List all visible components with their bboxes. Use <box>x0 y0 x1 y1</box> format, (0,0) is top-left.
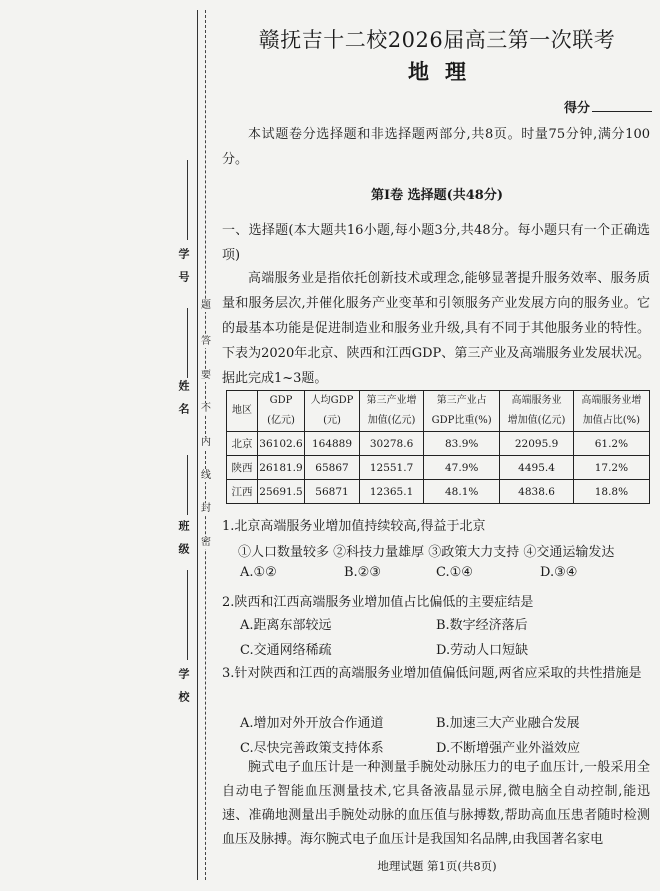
seal-char: 封 <box>201 503 211 514</box>
passage-high-end-services: 高端服务业是指依托创新技术或理念,能够显著提升服务效率、服务质量和服务层次,并催化服务产业变革和引领服务产业发展方向的服务业。它的最基本功能是促进制造业和服务业升级,具有不同于其他服务业的特性。下表为2020年北京、陕西和江西GDP、第三产业及高端服务业发展状况。据此完成1~3题。 <box>222 271 650 386</box>
question-3-option-a[interactable]: A.增加对外开放合作通道 <box>240 716 384 731</box>
binding-strip <box>0 0 222 891</box>
student-id-blank <box>187 160 188 240</box>
seal-char: 密 <box>201 537 211 548</box>
question-2-option-b[interactable]: B.数字经济落后 <box>436 618 528 633</box>
question-3-option-d[interactable]: D.不断增强产业外溢效应 <box>436 741 581 756</box>
section-instruction: 一、选择题(本大题共16小题,每小题3分,共48分。每小题只有一个正确选项) <box>222 223 650 263</box>
question-2-stem: 2.陕西和江西高端服务业增加值占比偏低的主要症结是 <box>222 595 534 610</box>
name-blank <box>187 308 188 378</box>
seal-char: 答 <box>201 336 211 347</box>
score-label: 得分 <box>563 101 590 116</box>
col-header: 高端服务业增 加值占比(%) <box>573 391 649 432</box>
exam-intro: 本试题卷分选择题和非选择题两部分,共8页。时量75分钟,满分100分。 <box>222 127 650 167</box>
binding-line <box>197 10 198 880</box>
col-header: 第三产业占 GDP比重(%) <box>424 391 500 432</box>
table-row: 江西 25691.5 56871 12365.1 48.1% 4838.6 18.8% <box>227 480 650 504</box>
question-1-option-a[interactable]: A.①② <box>240 565 277 580</box>
page-footer: 地理试题 第1页(共8页) <box>377 859 497 873</box>
seal-char: 不 <box>201 403 211 414</box>
question-3-stem: 3.针对陕西和江西的高端服务业增加值偏低问题,两省应采取的共性措施是 <box>222 666 642 681</box>
seal-char: 内 <box>201 437 211 448</box>
col-header: GDP (亿元) <box>258 391 305 432</box>
score-blank[interactable] <box>592 111 652 112</box>
subject-title: 地理 <box>408 59 482 84</box>
question-2-option-a[interactable]: A.距离东部较远 <box>240 618 332 633</box>
question-3-option-b[interactable]: B.加速三大产业融合发展 <box>436 716 580 731</box>
school-blank <box>187 570 188 660</box>
score-field <box>564 97 652 116</box>
question-2-option-c[interactable]: C.交通网络稀疏 <box>240 643 332 658</box>
table-header-row <box>227 391 650 432</box>
question-2-option-d[interactable]: D.劳动人口短缺 <box>436 643 529 658</box>
question-1-option-b[interactable]: B.②③ <box>344 565 381 580</box>
section-title: 第Ⅰ卷 选择题(共48分) <box>371 188 503 203</box>
data-table <box>226 390 650 504</box>
table-row: 北京 36102.6 164889 30278.6 83.9% 22095.9 61.2% <box>227 432 650 456</box>
table-row: 陕西 26181.9 65867 12551.7 47.9% 4495.4 17.2% <box>227 456 650 480</box>
question-1-option-c[interactable]: C.①④ <box>436 565 473 580</box>
field-class: 班级 <box>177 520 190 566</box>
field-student-id: 学号 <box>177 248 190 294</box>
field-name: 姓名 <box>177 380 190 426</box>
class-blank <box>187 455 188 515</box>
exam-title: 赣抚吉十二校2026届高三第一次联考 <box>258 28 616 52</box>
seal-char: 要 <box>201 370 211 381</box>
col-header: 人均GDP (元) <box>305 391 360 432</box>
passage-wrist-blood-pressure-monitor: 腕式电子血压计是一种测量手腕处动脉压力的电子血压计,一般采用全自动电子智能血压测量技术,它具备液晶显示屏,微电脑全自动控制,能迅速、准确地测量出手腕处动脉的血压值与脉搏数,帮助高血压患者随时检测血压及脉搏。海尔腕式电子血压计是我国知名品牌,由我国著名家电 <box>222 760 650 847</box>
col-header: 第三产业增 加值(亿元) <box>360 391 424 432</box>
question-3-option-c[interactable]: C.尽快完善政策支持体系 <box>240 741 384 756</box>
question-1-stem: 1.北京高端服务业增加值持续较高,得益于北京 <box>222 519 486 534</box>
col-header: 高端服务业 增加值(亿元) <box>500 391 574 432</box>
seal-char: 题 <box>201 300 211 311</box>
col-header: 地区 <box>227 391 258 432</box>
field-school: 学校 <box>177 668 190 714</box>
question-1-choices: ①人口数量较多 ②科技力量雄厚 ③政策大力支持 ④交通运输发达 <box>238 545 615 560</box>
seal-char: 线 <box>201 470 211 481</box>
question-1-option-d[interactable]: D.③④ <box>540 565 578 580</box>
